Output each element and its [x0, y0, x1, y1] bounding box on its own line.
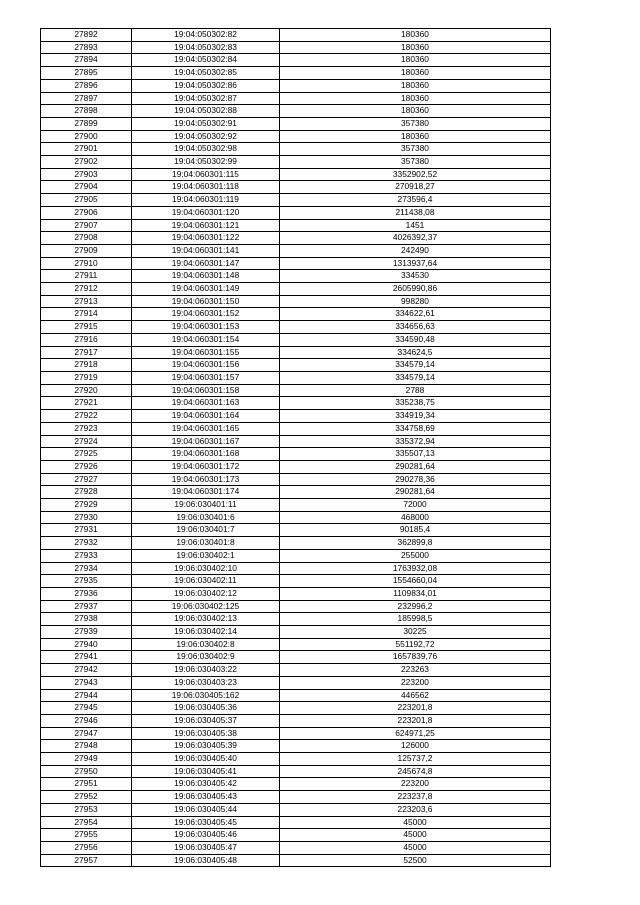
table-row: [41, 727, 551, 740]
row-number-cell: 27905: [41, 194, 132, 207]
value-cell: 334590,48: [280, 333, 551, 346]
row-number-cell: 27949: [41, 753, 132, 766]
cadastral-number-cell: 19:06:030405:36: [132, 702, 280, 715]
value-cell: 290278,36: [280, 473, 551, 486]
row-number-cell: 27937: [41, 600, 132, 613]
row-number-cell: 27919: [41, 371, 132, 384]
row-number-cell: 27900: [41, 130, 132, 143]
table-row: [41, 664, 551, 677]
cadastral-number-cell: 19:06:030401:11: [132, 499, 280, 512]
row-number-cell: 27929: [41, 499, 132, 512]
row-number-cell: 27932: [41, 537, 132, 550]
table-row: [41, 803, 551, 816]
cadastral-value-table: [40, 28, 551, 867]
value-cell: 357380: [280, 143, 551, 156]
table-row: [41, 626, 551, 639]
row-number-cell: 27935: [41, 575, 132, 588]
table-row: [41, 702, 551, 715]
value-cell: 446562: [280, 689, 551, 702]
value-cell: 223237,8: [280, 791, 551, 804]
table-row: [41, 117, 551, 130]
row-number-cell: 27899: [41, 117, 132, 130]
value-cell: 180360: [280, 130, 551, 143]
cadastral-number-cell: 19:06:030402:10: [132, 562, 280, 575]
value-cell: 211438,08: [280, 206, 551, 219]
table-row: [41, 130, 551, 143]
value-cell: 468000: [280, 511, 551, 524]
row-number-cell: 27898: [41, 105, 132, 118]
value-cell: 223201,8: [280, 714, 551, 727]
value-cell: 223203,6: [280, 803, 551, 816]
value-cell: 255000: [280, 549, 551, 562]
table-row: [41, 359, 551, 372]
cadastral-number-cell: 19:04:050302:91: [132, 117, 280, 130]
cadastral-number-cell: 19:04:060301:147: [132, 257, 280, 270]
row-number-cell: 27915: [41, 321, 132, 334]
row-number-cell: 27948: [41, 740, 132, 753]
cadastral-number-cell: 19:06:030405:162: [132, 689, 280, 702]
value-cell: 998280: [280, 295, 551, 308]
cadastral-number-cell: 19:06:030405:38: [132, 727, 280, 740]
table-row: [41, 92, 551, 105]
cadastral-number-cell: 19:06:030405:40: [132, 753, 280, 766]
value-cell: 4026392,37: [280, 232, 551, 245]
value-cell: 126000: [280, 740, 551, 753]
cadastral-number-cell: 19:04:060301:152: [132, 308, 280, 321]
table-row: [41, 689, 551, 702]
table-row: [41, 346, 551, 359]
table-row: [41, 486, 551, 499]
value-cell: 223200: [280, 676, 551, 689]
cadastral-number-cell: 19:06:030405:42: [132, 778, 280, 791]
table-row: [41, 587, 551, 600]
value-cell: 551192,72: [280, 638, 551, 651]
value-cell: 125737,2: [280, 753, 551, 766]
value-cell: 334758,69: [280, 422, 551, 435]
value-cell: 242490: [280, 244, 551, 257]
row-number-cell: 27922: [41, 410, 132, 423]
value-cell: 3352902,52: [280, 168, 551, 181]
table-row: [41, 105, 551, 118]
cadastral-number-cell: 19:06:030405:43: [132, 791, 280, 804]
cadastral-number-cell: 19:04:060301:163: [132, 397, 280, 410]
cadastral-number-cell: 19:04:060301:153: [132, 321, 280, 334]
table-row: [41, 219, 551, 232]
row-number-cell: 27941: [41, 651, 132, 664]
table-row: [41, 562, 551, 575]
row-number-cell: 27910: [41, 257, 132, 270]
row-number-cell: 27917: [41, 346, 132, 359]
value-cell: 290281,64: [280, 460, 551, 473]
value-cell: 180360: [280, 67, 551, 80]
table-row: [41, 270, 551, 283]
cadastral-number-cell: 19:04:060301:164: [132, 410, 280, 423]
row-number-cell: 27901: [41, 143, 132, 156]
value-cell: 232996,2: [280, 600, 551, 613]
table-row: [41, 206, 551, 219]
row-number-cell: 27936: [41, 587, 132, 600]
table-row: [41, 765, 551, 778]
row-number-cell: 27904: [41, 181, 132, 194]
row-number-cell: 27951: [41, 778, 132, 791]
table-row: [41, 791, 551, 804]
value-cell: 335238,75: [280, 397, 551, 410]
table-row: [41, 29, 551, 42]
cadastral-number-cell: 19:06:030403:23: [132, 676, 280, 689]
cadastral-number-cell: 19:04:060301:165: [132, 422, 280, 435]
cadastral-number-cell: 19:06:030405:46: [132, 829, 280, 842]
cadastral-number-cell: 19:06:030401:7: [132, 524, 280, 537]
row-number-cell: 27913: [41, 295, 132, 308]
row-number-cell: 27957: [41, 854, 132, 867]
value-cell: 2605990,86: [280, 283, 551, 296]
table-row: [41, 460, 551, 473]
table-row: [41, 397, 551, 410]
cadastral-number-cell: 19:06:030405:37: [132, 714, 280, 727]
table-row: [41, 499, 551, 512]
value-cell: 357380: [280, 117, 551, 130]
table-row: [41, 753, 551, 766]
table-row: [41, 257, 551, 270]
row-number-cell: 27918: [41, 359, 132, 372]
row-number-cell: 27896: [41, 79, 132, 92]
row-number-cell: 27942: [41, 664, 132, 677]
cadastral-number-cell: 19:04:060301:172: [132, 460, 280, 473]
value-cell: 180360: [280, 29, 551, 42]
row-number-cell: 27906: [41, 206, 132, 219]
row-number-cell: 27914: [41, 308, 132, 321]
value-cell: 1554660,04: [280, 575, 551, 588]
cadastral-number-cell: 19:04:060301:121: [132, 219, 280, 232]
row-number-cell: 27940: [41, 638, 132, 651]
cadastral-number-cell: 19:04:050302:82: [132, 29, 280, 42]
value-cell: 334624,5: [280, 346, 551, 359]
value-cell: 334530: [280, 270, 551, 283]
table-row: [41, 333, 551, 346]
value-cell: 273596,4: [280, 194, 551, 207]
cadastral-number-cell: 19:04:060301:173: [132, 473, 280, 486]
row-number-cell: 27934: [41, 562, 132, 575]
cadastral-number-cell: 19:04:060301:157: [132, 371, 280, 384]
cadastral-number-cell: 19:04:050302:83: [132, 41, 280, 54]
row-number-cell: 27924: [41, 435, 132, 448]
cadastral-number-cell: 19:04:060301:119: [132, 194, 280, 207]
row-number-cell: 27897: [41, 92, 132, 105]
table-row: [41, 194, 551, 207]
row-number-cell: 27925: [41, 448, 132, 461]
row-number-cell: 27952: [41, 791, 132, 804]
cadastral-number-cell: 19:04:060301:158: [132, 384, 280, 397]
cadastral-number-cell: 19:04:050302:99: [132, 156, 280, 169]
row-number-cell: 27920: [41, 384, 132, 397]
cadastral-number-cell: 19:06:030402:8: [132, 638, 280, 651]
table-row: [41, 448, 551, 461]
table-row: [41, 232, 551, 245]
cadastral-number-cell: 19:04:060301:156: [132, 359, 280, 372]
row-number-cell: 27911: [41, 270, 132, 283]
value-cell: 180360: [280, 41, 551, 54]
cadastral-number-cell: 19:06:030402:11: [132, 575, 280, 588]
cadastral-number-cell: 19:06:030402:1: [132, 549, 280, 562]
value-cell: 72000: [280, 499, 551, 512]
table-row: [41, 321, 551, 334]
value-cell: 362899,8: [280, 537, 551, 550]
value-cell: 1313937,64: [280, 257, 551, 270]
table-row: [41, 308, 551, 321]
table-row: [41, 778, 551, 791]
table-row: [41, 829, 551, 842]
cadastral-number-cell: 19:04:060301:141: [132, 244, 280, 257]
cadastral-number-cell: 19:04:050302:86: [132, 79, 280, 92]
cadastral-number-cell: 19:06:030405:39: [132, 740, 280, 753]
value-cell: 52500: [280, 854, 551, 867]
table-row: [41, 613, 551, 626]
cadastral-number-cell: 19:06:030402:13: [132, 613, 280, 626]
table-row: [41, 410, 551, 423]
row-number-cell: 27892: [41, 29, 132, 42]
table-row: [41, 714, 551, 727]
value-cell: 334622,61: [280, 308, 551, 321]
table-row: [41, 435, 551, 448]
row-number-cell: 27950: [41, 765, 132, 778]
table-row: [41, 524, 551, 537]
value-cell: 30225: [280, 626, 551, 639]
cadastral-number-cell: 19:04:050302:92: [132, 130, 280, 143]
cadastral-number-cell: 19:04:060301:120: [132, 206, 280, 219]
row-number-cell: 27933: [41, 549, 132, 562]
row-number-cell: 27902: [41, 156, 132, 169]
row-number-cell: 27943: [41, 676, 132, 689]
table-row: [41, 816, 551, 829]
cadastral-number-cell: 19:06:030402:12: [132, 587, 280, 600]
table-row: [41, 54, 551, 67]
table-row: [41, 842, 551, 855]
table-row: [41, 41, 551, 54]
cadastral-number-cell: 19:04:060301:149: [132, 283, 280, 296]
table-row: [41, 181, 551, 194]
row-number-cell: 27947: [41, 727, 132, 740]
table-row: [41, 511, 551, 524]
value-cell: 334656,63: [280, 321, 551, 334]
cadastral-number-cell: 19:06:030405:48: [132, 854, 280, 867]
table-row: [41, 384, 551, 397]
row-number-cell: 27927: [41, 473, 132, 486]
row-number-cell: 27923: [41, 422, 132, 435]
value-cell: 223263: [280, 664, 551, 677]
value-cell: 1109834,01: [280, 587, 551, 600]
table-row: [41, 854, 551, 867]
value-cell: 1763932,08: [280, 562, 551, 575]
value-cell: 335507,13: [280, 448, 551, 461]
value-cell: 334579,14: [280, 359, 551, 372]
cadastral-number-cell: 19:04:060301:150: [132, 295, 280, 308]
value-cell: 90185,4: [280, 524, 551, 537]
row-number-cell: 27953: [41, 803, 132, 816]
cadastral-number-cell: 19:04:060301:174: [132, 486, 280, 499]
table-row: [41, 422, 551, 435]
table-row: [41, 244, 551, 257]
cadastral-number-cell: 19:04:060301:155: [132, 346, 280, 359]
table-row: [41, 676, 551, 689]
row-number-cell: 27955: [41, 829, 132, 842]
cadastral-number-cell: 19:04:050302:84: [132, 54, 280, 67]
row-number-cell: 27908: [41, 232, 132, 245]
value-cell: 2788: [280, 384, 551, 397]
value-cell: 45000: [280, 816, 551, 829]
row-number-cell: 27926: [41, 460, 132, 473]
value-cell: 180360: [280, 92, 551, 105]
value-cell: 1451: [280, 219, 551, 232]
row-number-cell: 27938: [41, 613, 132, 626]
row-number-cell: 27956: [41, 842, 132, 855]
value-cell: 45000: [280, 842, 551, 855]
table-row: [41, 168, 551, 181]
cadastral-number-cell: 19:06:030405:47: [132, 842, 280, 855]
table-row: [41, 143, 551, 156]
value-cell: 245674,8: [280, 765, 551, 778]
cadastral-number-cell: 19:06:030401:8: [132, 537, 280, 550]
value-cell: 357380: [280, 156, 551, 169]
value-cell: 1657839,76: [280, 651, 551, 664]
value-cell: 335372,94: [280, 435, 551, 448]
value-cell: 290281,64: [280, 486, 551, 499]
cadastral-number-cell: 19:04:060301:118: [132, 181, 280, 194]
value-cell: 624971,25: [280, 727, 551, 740]
row-number-cell: 27895: [41, 67, 132, 80]
row-number-cell: 27921: [41, 397, 132, 410]
cadastral-number-cell: 19:04:060301:168: [132, 448, 280, 461]
row-number-cell: 27945: [41, 702, 132, 715]
cadastral-number-cell: 19:04:050302:88: [132, 105, 280, 118]
cadastral-number-cell: 19:06:030405:44: [132, 803, 280, 816]
row-number-cell: 27928: [41, 486, 132, 499]
value-cell: 180360: [280, 79, 551, 92]
table-row: [41, 575, 551, 588]
table-row: [41, 473, 551, 486]
cadastral-number-cell: 19:04:050302:85: [132, 67, 280, 80]
table-row: [41, 638, 551, 651]
row-number-cell: 27894: [41, 54, 132, 67]
table-row: [41, 295, 551, 308]
row-number-cell: 27903: [41, 168, 132, 181]
table-row: [41, 156, 551, 169]
value-cell: 334579,14: [280, 371, 551, 384]
cadastral-number-cell: 19:04:050302:87: [132, 92, 280, 105]
table-row: [41, 67, 551, 80]
table-row: [41, 740, 551, 753]
value-cell: 45000: [280, 829, 551, 842]
row-number-cell: 27893: [41, 41, 132, 54]
row-number-cell: 27946: [41, 714, 132, 727]
cadastral-number-cell: 19:04:060301:167: [132, 435, 280, 448]
table-row: [41, 549, 551, 562]
cadastral-number-cell: 19:04:060301:115: [132, 168, 280, 181]
cadastral-number-cell: 19:04:060301:154: [132, 333, 280, 346]
value-cell: 180360: [280, 105, 551, 118]
value-cell: 223201,8: [280, 702, 551, 715]
row-number-cell: 27907: [41, 219, 132, 232]
value-cell: 223200: [280, 778, 551, 791]
cadastral-number-cell: 19:04:060301:122: [132, 232, 280, 245]
row-number-cell: 27944: [41, 689, 132, 702]
cadastral-number-cell: 19:06:030405:45: [132, 816, 280, 829]
value-cell: 270918,27: [280, 181, 551, 194]
table-row: [41, 283, 551, 296]
cadastral-number-cell: 19:06:030402:125: [132, 600, 280, 613]
row-number-cell: 27909: [41, 244, 132, 257]
table-row: [41, 79, 551, 92]
table-row: [41, 537, 551, 550]
cadastral-number-cell: 19:06:030402:14: [132, 626, 280, 639]
row-number-cell: 27930: [41, 511, 132, 524]
row-number-cell: 27931: [41, 524, 132, 537]
row-number-cell: 27912: [41, 283, 132, 296]
table-row: [41, 600, 551, 613]
cadastral-number-cell: 19:06:030403:22: [132, 664, 280, 677]
row-number-cell: 27954: [41, 816, 132, 829]
row-number-cell: 27939: [41, 626, 132, 639]
row-number-cell: 27916: [41, 333, 132, 346]
table-row: [41, 651, 551, 664]
cadastral-number-cell: 19:04:050302:98: [132, 143, 280, 156]
table-body: [41, 29, 551, 867]
cadastral-number-cell: 19:06:030401:6: [132, 511, 280, 524]
table-row: [41, 371, 551, 384]
value-cell: 180360: [280, 54, 551, 67]
cadastral-number-cell: 19:04:060301:148: [132, 270, 280, 283]
cadastral-number-cell: 19:06:030402:9: [132, 651, 280, 664]
value-cell: 185998,5: [280, 613, 551, 626]
value-cell: 334919,34: [280, 410, 551, 423]
cadastral-number-cell: 19:06:030405:41: [132, 765, 280, 778]
